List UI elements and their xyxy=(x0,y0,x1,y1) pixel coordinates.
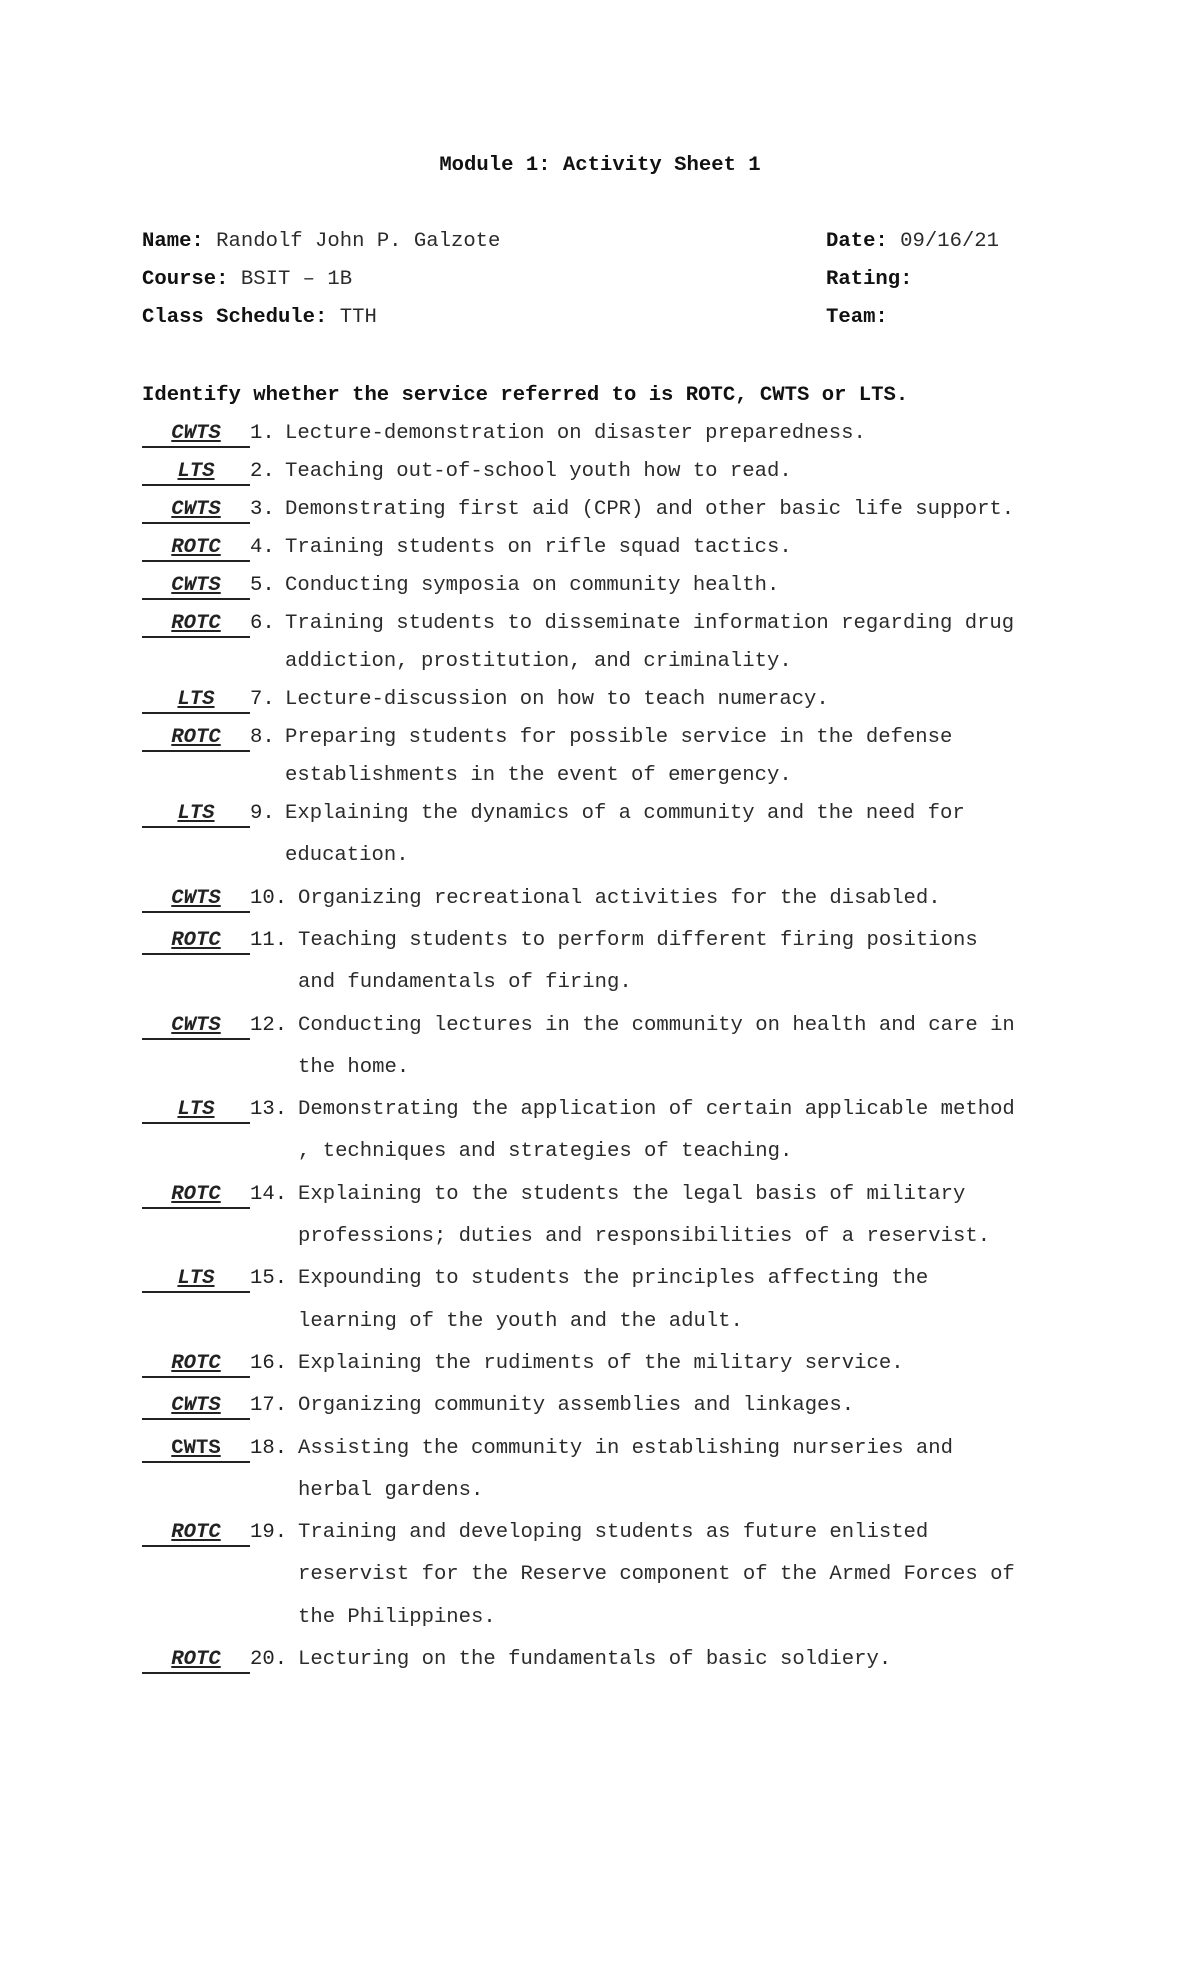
question-number: 20. xyxy=(250,1648,288,1671)
question-text-line: herbal gardens. xyxy=(298,1478,484,1502)
question-number: 3. xyxy=(250,498,275,521)
question-number: 6. xyxy=(250,612,275,635)
question-number: 10. xyxy=(250,886,288,910)
question-text-line: Explaining to the students the legal basis of military xyxy=(298,1182,966,1206)
date-label: Date: xyxy=(826,230,888,253)
answer-blank: ROTC xyxy=(142,1350,250,1378)
question-text-line: Explaining the rudiments of the military service. xyxy=(298,1351,904,1375)
answer-blank: CWTS xyxy=(142,885,250,913)
question-text-line: Lecture-demonstration on disaster preparedness. xyxy=(285,422,866,445)
question-text-line: Assisting the community in establishing nurseries and xyxy=(298,1436,953,1460)
question-text-line: Conducting lectures in the community on health and care in xyxy=(298,1013,1015,1037)
answer-blank: ROTC xyxy=(142,1181,250,1209)
question-number: 1. xyxy=(250,422,275,445)
rating-label: Rating: xyxy=(826,268,913,291)
question-text-line: reservist for the Reserve component of the Armed Forces of xyxy=(298,1563,1015,1587)
answer-blank: CWTS xyxy=(142,1012,250,1040)
question-number: 4. xyxy=(250,536,275,559)
answer-blank: CWTS xyxy=(142,1392,250,1420)
answer-blank: LTS xyxy=(142,1096,250,1124)
question-text-line: the home. xyxy=(298,1055,410,1079)
question-text-line: Training and developing students as future enlisted xyxy=(298,1521,929,1545)
question-text-line: Teaching out-of-school youth how to read. xyxy=(285,460,792,483)
question-text-line: Preparing students for possible service in the defense xyxy=(285,726,953,749)
name-value: Randolf John P. Galzote xyxy=(216,230,501,253)
course-label: Course: xyxy=(142,268,229,291)
answer-blank: CWTS xyxy=(142,420,250,448)
question-text-line: Conducting symposia on community health. xyxy=(285,574,780,597)
answer-blank: CWTS xyxy=(142,496,250,524)
question-text-line: the Philippines. xyxy=(298,1605,496,1629)
question-text-line: Organizing community assemblies and linkages. xyxy=(298,1394,855,1418)
answer-blank: ROTC xyxy=(142,610,250,638)
answer-blank: CWTS xyxy=(142,1435,250,1463)
question-text-line: Organizing recreational activities for the disabled. xyxy=(298,886,941,910)
answer-blank: ROTC xyxy=(142,927,250,955)
question-number: 18. xyxy=(250,1436,288,1460)
question-number: 15. xyxy=(250,1267,288,1291)
date-value: 09/16/21 xyxy=(900,230,1000,253)
name-field xyxy=(142,230,500,253)
question-number: 14. xyxy=(250,1182,288,1206)
question-text-line: Teaching students to perform different firing positions xyxy=(298,928,978,952)
question-number: 17. xyxy=(250,1394,288,1418)
answer-blank: ROTC xyxy=(142,724,250,752)
answer-blank: LTS xyxy=(142,686,250,714)
question-number: 11. xyxy=(250,928,288,952)
question-text-line: establishments in the event of emergency. xyxy=(285,764,792,787)
date-field xyxy=(826,230,999,253)
question-text-line: Explaining the dynamics of a community and the need for xyxy=(285,802,965,825)
question-number: 16. xyxy=(250,1351,288,1375)
answer-blank: CWTS xyxy=(142,572,250,600)
question-text-line: Demonstrating first aid (CPR) and other basic life support. xyxy=(285,498,1015,521)
question-text-line: and fundamentals of firing. xyxy=(298,971,632,995)
question-text-line: , techniques and strategies of teaching. xyxy=(298,1140,793,1164)
question-number: 19. xyxy=(250,1521,288,1545)
question-text-line: learning of the youth and the adult. xyxy=(298,1309,743,1333)
instruction: Identify whether the service referred to is ROTC, CWTS or LTS. xyxy=(142,384,909,407)
answer-blank: LTS xyxy=(142,458,250,486)
question-number: 2. xyxy=(250,460,275,483)
schedule-field xyxy=(142,306,377,329)
question-text-line: Lecturing on the fundamentals of basic soldiery. xyxy=(298,1648,892,1671)
page-title: Module 1: Activity Sheet 1 xyxy=(439,154,761,177)
team-field xyxy=(826,306,888,329)
question-number: 9. xyxy=(250,802,275,825)
course-value: BSIT – 1B xyxy=(240,268,353,291)
question-number: 7. xyxy=(250,688,275,711)
schedule-label: Class Schedule: xyxy=(142,306,328,329)
team-label: Team: xyxy=(826,306,888,329)
answer-blank: LTS xyxy=(142,1265,250,1293)
question-text-line: Training students on rifle squad tactics. xyxy=(285,536,792,559)
question-text-line: addiction, prostitution, and criminality. xyxy=(285,650,792,673)
question-text-line: Lecture-discussion on how to teach numeracy. xyxy=(285,688,829,711)
question-number: 5. xyxy=(250,574,275,597)
question-text-line: Training students to disseminate information regarding drug xyxy=(285,612,1015,635)
course-field xyxy=(142,268,352,291)
question-number: 12. xyxy=(250,1013,288,1037)
schedule-value: TTH xyxy=(339,306,377,329)
answer-blank: ROTC xyxy=(142,1646,250,1674)
name-label: Name: xyxy=(142,230,204,253)
answer-blank: ROTC xyxy=(142,1519,250,1547)
question-text-line: professions; duties and responsibilities of a reservist. xyxy=(298,1224,991,1248)
answer-blank: LTS xyxy=(142,800,250,828)
answer-blank: ROTC xyxy=(142,534,250,562)
question-text-line: Expounding to students the principles affecting the xyxy=(298,1267,929,1291)
question-number: 13. xyxy=(250,1098,288,1122)
question-text-line: Demonstrating the application of certain applicable method xyxy=(298,1098,1015,1122)
question-number: 8. xyxy=(250,726,275,749)
question-text-line: education. xyxy=(285,844,409,868)
rating-field xyxy=(826,268,913,291)
